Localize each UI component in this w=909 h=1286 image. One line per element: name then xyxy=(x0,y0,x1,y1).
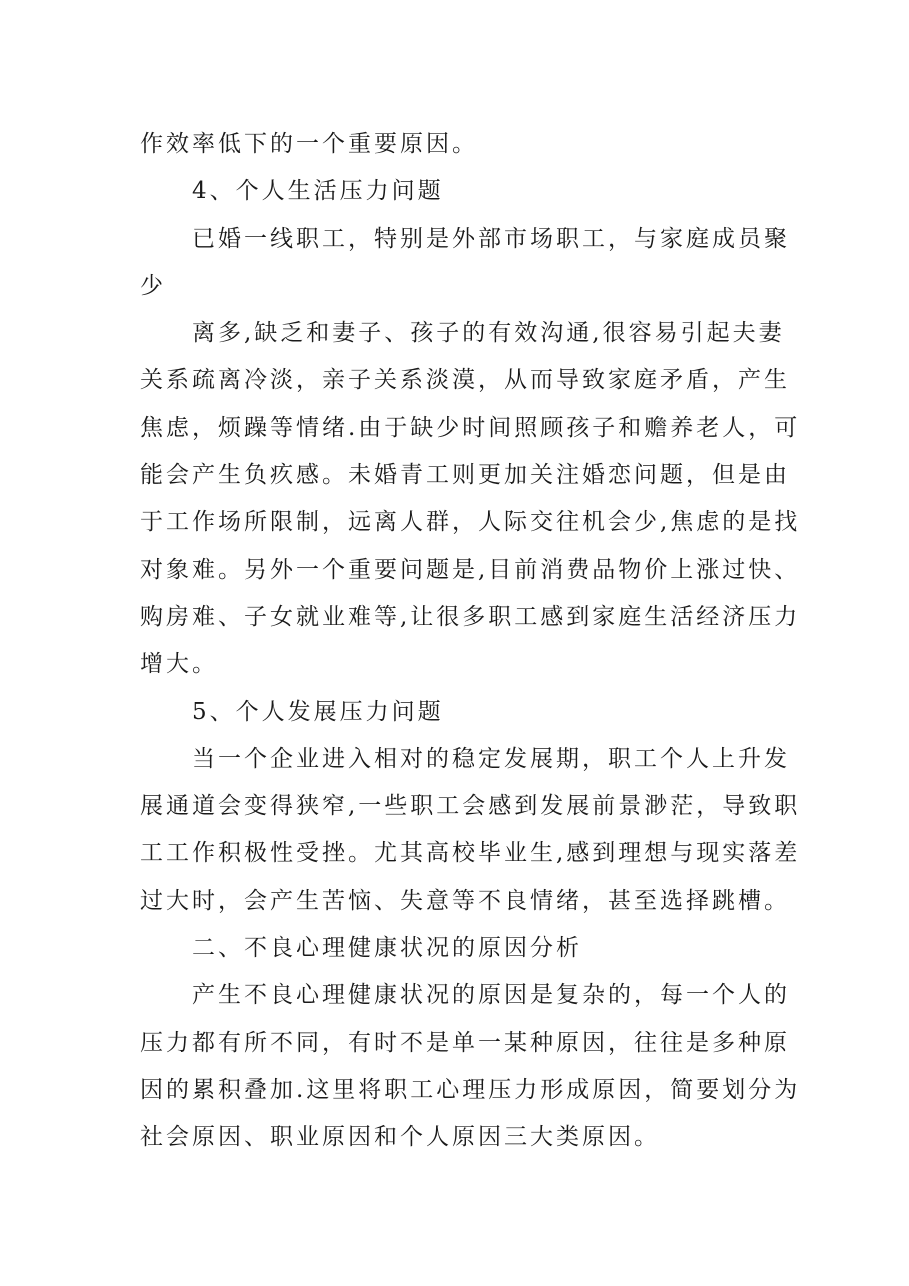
text-line: 能会产生负疚感。未婚青工则更加关注婚恋问题，但是由 xyxy=(140,462,790,489)
text-line: 对象难。另外一个重要问题是,目前消费品物价上涨过快、 xyxy=(140,556,801,583)
text-line: 当一个企业进入相对的稳定发展期，职工个人上升发 xyxy=(192,745,790,772)
document-body xyxy=(140,121,801,1162)
text-line: 离多,缺乏和妻子、孩子的有效沟通,很容易引起夫妻 xyxy=(192,320,785,347)
text-line: 因的累积叠加.这里将职工心理压力形成原因，简要划分为 xyxy=(140,1076,801,1103)
text-line: 过大时，会产生苦恼、失意等不良情绪，甚至选择跳槽。 xyxy=(140,887,790,914)
text-line: 已婚一线职工，特别是外部市场职工，与家庭成员聚 xyxy=(192,225,790,252)
text-line: 产生不良心理健康状况的原因是复杂的，每一个人的 xyxy=(192,982,790,1009)
section-heading: 二、不良心理健康状况的原因分析 xyxy=(192,935,582,962)
text-line: 关系疏离冷淡，亲子关系淡漠，从而导致家庭矛盾，产生 xyxy=(140,367,790,394)
text-line: 增大。 xyxy=(140,651,218,678)
text-line: 作效率低下的一个重要原因。 xyxy=(140,131,478,157)
section-heading: 5、个人发展压力问题 xyxy=(192,698,444,725)
text-line: 社会原因、职业原因和个人原因三大类原因。 xyxy=(140,1124,660,1151)
text-line: 展通道会变得狭窄,一些职工会感到发展前景渺茫，导致职 xyxy=(140,793,801,820)
text-line: 少 xyxy=(140,272,166,299)
section-heading: 4、个人生活压力问题 xyxy=(192,178,444,205)
text-line: 工工作积极性受挫。尤其高校毕业生,感到理想与现实落差 xyxy=(140,840,801,867)
text-line: 购房难、子女就业难等,让很多职工感到家庭生活经济压力 xyxy=(140,603,801,630)
text-line: 于工作场所限制，远离人群，人际交往机会少,焦虑的是找 xyxy=(140,509,801,536)
text-line: 焦虑，烦躁等情绪.由于缺少时间照顾孩子和赡养老人，可 xyxy=(140,414,801,441)
text-line: 压力都有所不同，有时不是单一某种原因，往往是多种原 xyxy=(140,1029,790,1056)
